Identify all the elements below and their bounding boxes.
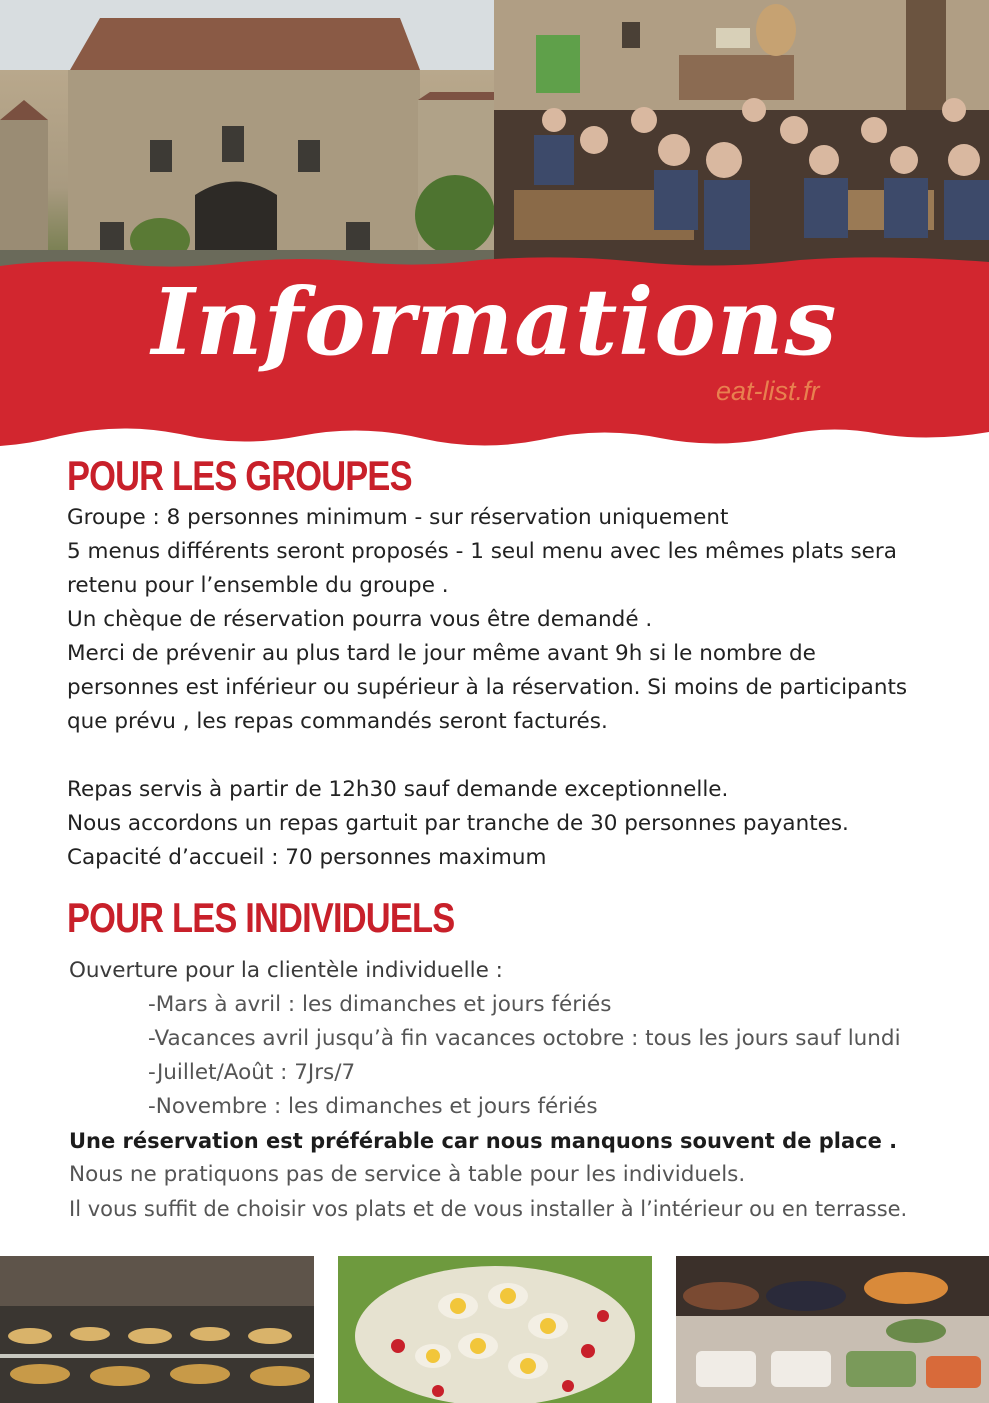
individuels-intro: Ouverture pour la clientèle individuelle : xyxy=(69,958,503,983)
service-line: Nous ne pratiquons pas de service à table pour les individuels. xyxy=(69,1162,746,1187)
section-heading-individuels: POUR LES INDIVIDUELS xyxy=(67,894,455,941)
groupes-line: que prévu , les repas commandés seront facturés. xyxy=(67,709,608,734)
opening-period: -Juillet/Août : 7Jrs/7 xyxy=(148,1060,356,1085)
reservation-notice: Une réservation est préférable car nous manquons souvent de place . xyxy=(69,1129,898,1153)
groupes-line: personnes est inférieur ou supérieur à la réservation. Si moins de participants xyxy=(67,675,908,700)
desserts-photo xyxy=(676,1256,989,1403)
groupes-line: retenu pour l’ensemble du groupe . xyxy=(67,573,449,598)
service-line: Il vous suffit de choisir vos plats et de vous installer à l’intérieur ou en terrasse. xyxy=(69,1197,908,1221)
section-heading-groupes: POUR LES GROUPES xyxy=(67,452,412,499)
groupes-line: Un chèque de réservation pourra vous être demandé . xyxy=(67,607,653,632)
watermark: eat-list.fr xyxy=(716,376,820,406)
groupes-line: Repas servis à partir de 12h30 sauf demande exceptionnelle. xyxy=(67,777,729,802)
opening-period: -Vacances avril jusqu’à fin vacances octobre : tous les jours sauf lundi xyxy=(148,1026,901,1051)
groupes-line: Capacité d’accueil : 70 personnes maximum xyxy=(67,845,547,870)
groupes-line: 5 menus différents seront proposés - 1 seul menu avec les mêmes plats sera xyxy=(67,539,897,564)
building-photo xyxy=(0,0,494,268)
page-title: Informations xyxy=(151,268,838,376)
groupes-line: Merci de prévenir au plus tard le jour même avant 9h si le nombre de xyxy=(67,641,816,666)
groupes-line: Groupe : 8 personnes minimum - sur réservation uniquement xyxy=(67,505,729,530)
opening-period: -Novembre : les dimanches et jours fériés xyxy=(148,1094,598,1119)
dining-room-photo xyxy=(494,0,989,268)
food-display-photo xyxy=(0,1256,314,1403)
opening-period: -Mars à avril : les dimanches et jours fériés xyxy=(148,992,612,1017)
groupes-line: Nous accordons un repas gartuit par tranche de 30 personnes payantes. xyxy=(67,811,849,836)
salad-photo xyxy=(338,1256,652,1403)
